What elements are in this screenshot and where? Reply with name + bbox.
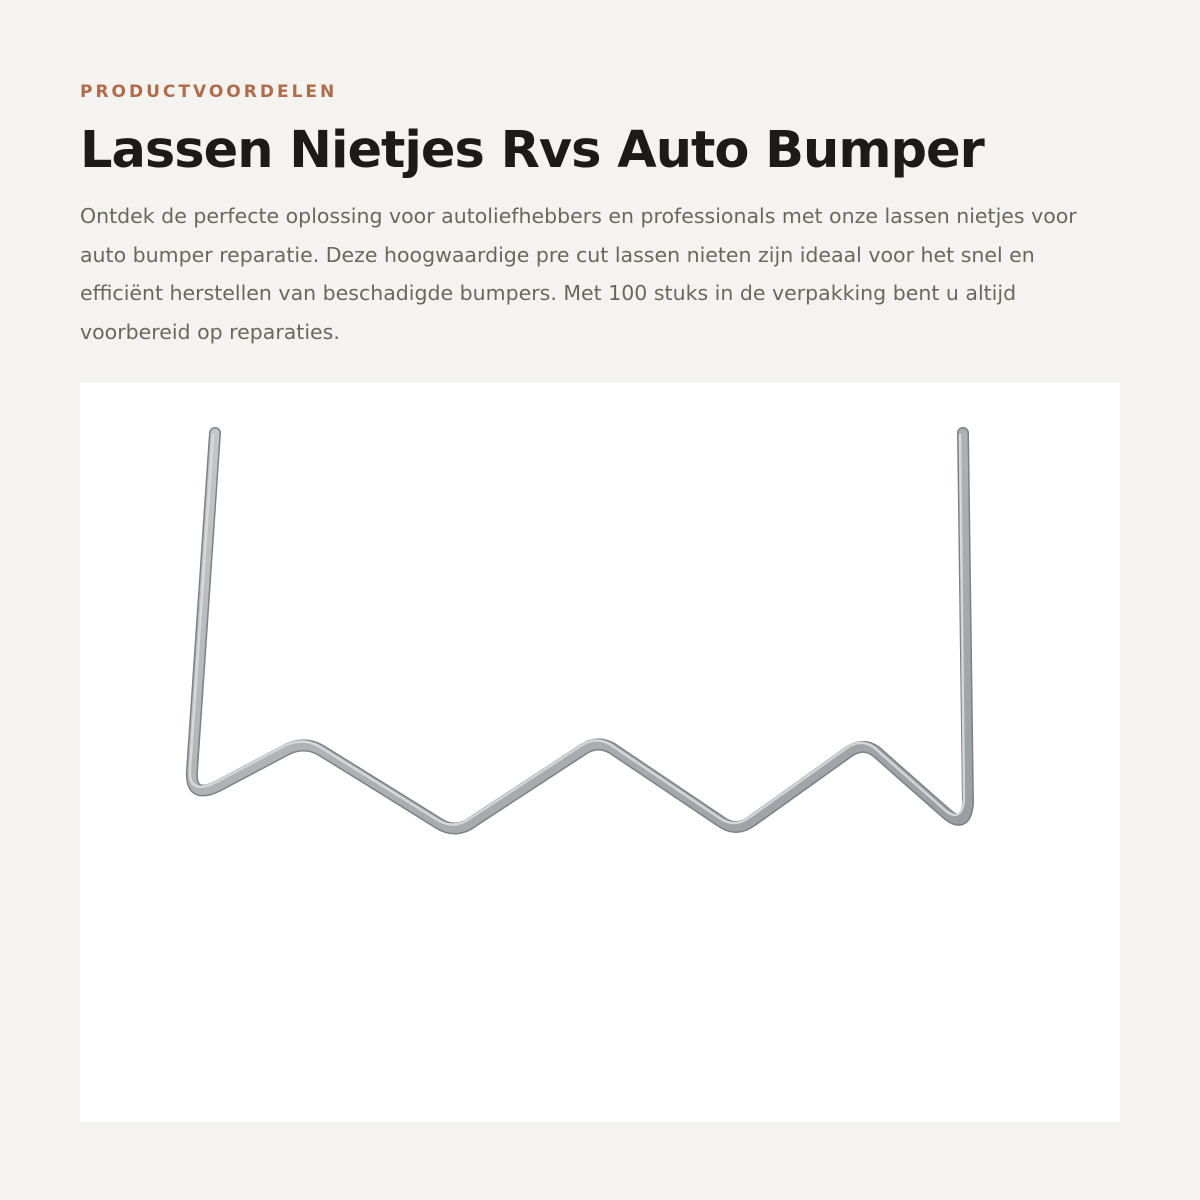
wire-outline	[192, 433, 968, 829]
product-title: Lassen Nietjes Rvs Auto Bumper	[80, 121, 984, 180]
section-eyebrow: PRODUCTVOORDELEN	[80, 82, 338, 102]
product-description: Ontdek de perfecte oplossing voor autoliefhebbers en professionals met onze lassen nietjes voor auto bumper reparatie. Deze hoogwaardige pre cut lassen nieten zijn ideaal voor het snel en efficiënt herstellen van beschadigde bumpers. Met 100 stuks in de verpakking bent u altijd voorbereid op reparaties.	[80, 204, 1077, 344]
product-image	[80, 383, 1120, 1122]
wire-highlight	[190, 435, 964, 825]
wire-body	[192, 433, 968, 829]
wave-staple-icon	[80, 383, 1120, 1122]
